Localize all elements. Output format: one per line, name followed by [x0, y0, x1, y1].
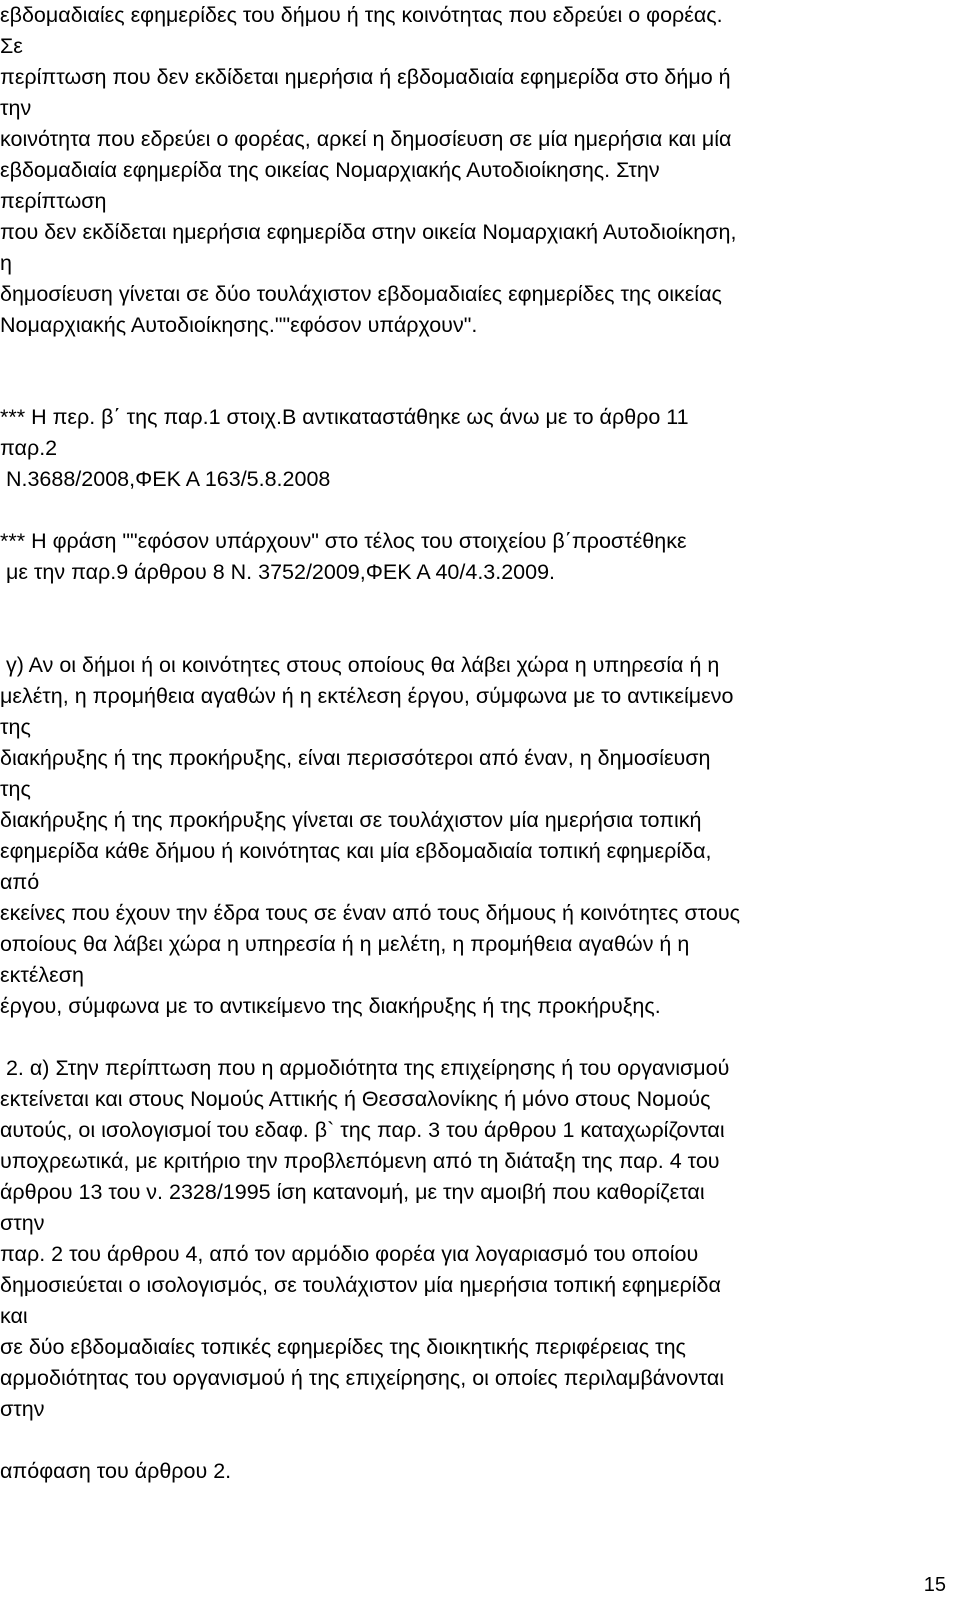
text-line: στην [0, 1397, 45, 1421]
text-line: που δεν εκδίδεται ημερήσια εφημερίδα στην οικεία Νομαρχιακή Αυτοδιοίκηση, [0, 220, 737, 244]
text-line: 2. α) Στην περίπτωση που η αρμοδιότητα της επιχείρησης ή του οργανισμού [0, 1056, 730, 1080]
note-line: παρ.2 [0, 436, 58, 460]
text-line: εκτέλεση [0, 963, 84, 987]
text-line: της [0, 715, 31, 739]
text-line: κοινότητα που εδρεύει ο φορέας, αρκεί η δημοσίευση σε μία ημερήσια και μία [0, 127, 732, 151]
text-line: η [0, 251, 12, 275]
text-line: διακήρυξης ή της προκήρυξης γίνεται σε τουλάχιστον μία ημερήσια τοπική [0, 808, 702, 832]
text-line: έργου, σύμφωνα με το αντικείμενο της διακήρυξης ή της προκήρυξης. [0, 994, 661, 1018]
text-line: δημοσίευση γίνεται σε δύο τουλάχιστον εβδομαδιαίες εφημερίδες της οικείας [0, 282, 722, 306]
text-line: στην [0, 1211, 45, 1235]
text-line: εκείνες που έχουν την έδρα τους σε έναν από τους δήμους ή κοινότητες στους [0, 901, 740, 925]
text-line: εφημερίδα κάθε δήμου ή κοινότητας και μία εβδομαδιαία τοπική εφημερίδα, [0, 839, 712, 863]
text-line: άρθρου 13 του ν. 2328/1995 ίση κατανομή, με την αμοιβή που καθορίζεται [0, 1180, 705, 1204]
text-line: δημοσιεύεται ο ισολογισμός, σε τουλάχιστον μία ημερήσια τοπική εφημερίδα [0, 1273, 721, 1297]
text-line: αυτούς, οι ισολογισμοί του εδαφ. β` της παρ. 3 του άρθρου 1 καταχωρίζονται [0, 1118, 725, 1142]
text-line: εκτείνεται και στους Νομούς Αττικής ή Θεσσαλονίκης ή μόνο στους Νομούς [0, 1087, 711, 1111]
note-line: *** Η φράση ""εφόσον υπάρχουν" στο τέλος του στοιχείου β΄προστέθηκε [0, 529, 687, 553]
text-line: απόφαση του άρθρου 2. [0, 1459, 232, 1483]
page-number: 15 [923, 1574, 946, 1596]
text-line: της [0, 777, 31, 801]
text-line: υποχρεωτικά, με κριτήριο την προβλεπόμενη από τη διάταξη της παρ. 4 του [0, 1149, 720, 1173]
text-line: Νομαρχιακής Αυτοδιοίκησης.""εφόσον υπάρχουν". [0, 313, 478, 337]
note-line: με την παρ.9 άρθρου 8 Ν. 3752/2009,ΦΕΚ Α 40/4.3.2009. [0, 560, 556, 584]
note-line: Ν.3688/2008,ΦΕΚ Α 163/5.8.2008 [0, 467, 331, 491]
text-line: την [0, 96, 32, 120]
note-line: *** Η περ. β΄ της παρ.1 στοιχ.Β αντικαταστάθηκε ως άνω με το άρθρο 11 [0, 405, 689, 429]
text-line: οποίους θα λάβει χώρα η υπηρεσία ή η μελέτη, η προμήθεια αγαθών ή η [0, 932, 690, 956]
text-line: γ) Αν οι δήμοι ή οι κοινότητες στους οποίους θα λάβει χώρα η υπηρεσία ή η [0, 653, 720, 677]
text-line: περίπτωση [0, 189, 107, 213]
text-line: σε δύο εβδομαδιαίες τοπικές εφημερίδες της διοικητικής περιφέρειας της [0, 1335, 686, 1359]
text-line: διακήρυξης ή της προκήρυξης, είναι περισσότεροι από έναν, η δημοσίευση [0, 746, 711, 770]
text-line: από [0, 870, 40, 894]
text-line: περίπτωση που δεν εκδίδεται ημερήσια ή εβδομαδιαία εφημερίδα στο δήμο ή [0, 65, 731, 89]
text-line: και [0, 1304, 28, 1328]
text-line: παρ. 2 του άρθρου 4, από τον αρμόδιο φορέα για λογαριασμό του οποίου [0, 1242, 699, 1266]
text-line: Σε [0, 34, 23, 58]
text-line: εβδομαδιαία εφημερίδα της οικείας Νομαρχιακής Αυτοδιοίκησης. Στην [0, 158, 660, 182]
text-line: αρμοδιότητας του οργανισμού ή της επιχείρησης, οι οποίες περιλαμβάνονται [0, 1366, 725, 1390]
text-line: εβδομαδιαίες εφημερίδες του δήμου ή της κοινότητας που εδρεύει ο φορέας. [0, 3, 723, 27]
text-line: μελέτη, η προμήθεια αγαθών ή η εκτέλεση έργου, σύμφωνα με το αντικείμενο [0, 684, 734, 708]
